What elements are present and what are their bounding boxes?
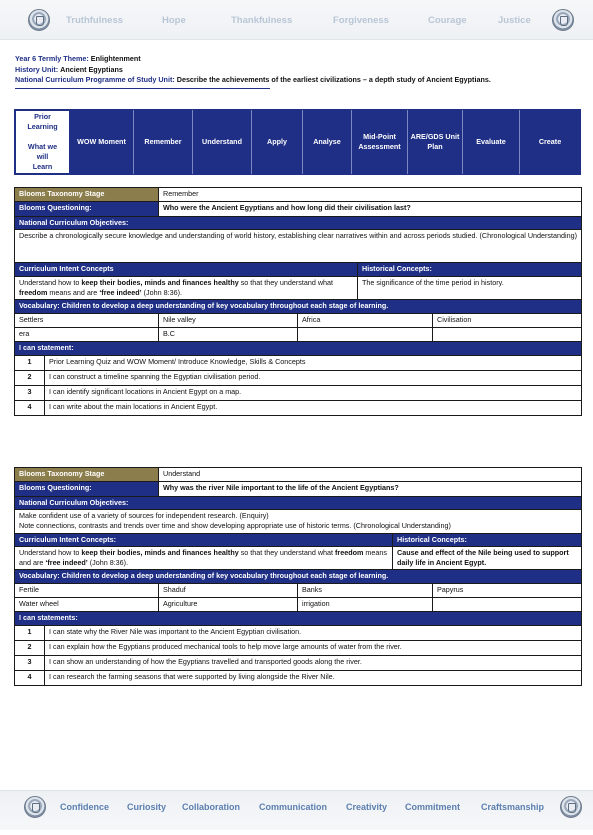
vocab-word: irrigation — [298, 598, 433, 612]
value-courage: Courage — [428, 15, 467, 26]
statement-number: 4 — [15, 401, 45, 416]
stage-are-gds-unit-plan[interactable]: ARE/GDS Unit Plan — [408, 110, 463, 174]
vocab-word: Agriculture — [159, 598, 298, 612]
i-can-statement-label: I can statements: — [15, 612, 582, 626]
vocab-word — [298, 328, 433, 342]
vocab-word: Civilisation — [433, 314, 582, 328]
vocab-word — [433, 598, 582, 612]
statement-number: 2 — [15, 371, 45, 386]
nc-objectives-text: Describe a chronologically secure knowledge and understanding of world history, establishing clear narratives within and across periods studied. (Chronological Understanding) — [15, 230, 582, 263]
vocab-word: Africa — [298, 314, 433, 328]
value-communication: Communication — [259, 802, 328, 812]
intro-divider — [15, 88, 270, 89]
header-values-bar — [0, 0, 593, 40]
intent-concepts-label: Curriculum Intent Concepts: — [15, 534, 393, 547]
vocab-word: B.C — [159, 328, 298, 342]
i-can-statement: I can identify significant locations in Ancient Egypt on a map. — [45, 386, 582, 401]
value-creativity: Creativity — [346, 802, 388, 812]
value-confidence: Confidence — [60, 802, 110, 812]
stage-analyse[interactable]: Analyse — [303, 110, 352, 174]
vocab-word: Fertile — [15, 584, 159, 598]
blooms-stage-label: Blooms Taxonomy Stage — [15, 468, 159, 482]
blooms-stage-value: Understand — [159, 468, 582, 482]
vocab-word — [433, 328, 582, 342]
statement-number: 2 — [15, 641, 45, 656]
stage-create[interactable]: Create — [538, 137, 562, 146]
i-can-statement: I can research the farming seasons that were supported by living alongside the River Nile. — [45, 671, 582, 686]
blooms-questioning-label: Blooms Questioning: — [15, 482, 159, 497]
i-can-statement-label: I can statement: — [15, 342, 582, 356]
nc-objectives-label: National Curriculum Objectives: — [15, 217, 582, 230]
statement-number: 3 — [15, 386, 45, 401]
i-can-statement: I can write about the main locations in Ancient Egypt. — [45, 401, 582, 416]
vocab-word: Settlers — [15, 314, 159, 328]
footer-values-bar — [0, 790, 593, 830]
i-can-statement: I can explain how the Egyptians produced mechanical tools to help move large amounts of water from the river. — [45, 641, 582, 656]
stage-apply[interactable]: Apply — [252, 110, 303, 174]
understand-plan-table — [14, 467, 582, 686]
blooms-questioning-label: Blooms Questioning: — [15, 202, 159, 217]
nc-objectives-label: National Curriculum Objectives: — [15, 497, 582, 510]
vocabulary-label: Vocabulary: Children to develop a deep understanding of key vocabulary throughout each stage of learning. — [15, 570, 582, 584]
historical-concepts-text: Cause and effect of the Nile being used to support daily life in Ancient Egypt. — [393, 547, 582, 570]
statement-number: 1 — [15, 356, 45, 371]
value-thankfulness: Thankfulness — [231, 15, 293, 26]
vocabulary-label: Vocabulary: Children to develop a deep understanding of key vocabulary throughout each stage of learning. — [15, 300, 582, 314]
unit-intro: Year 6 Termly Theme: Enlightenment History Unit: Ancient Egyptians National Curriculum Programme of Study Unit: Describe the achievements of the earliest civilizations – a depth study of Ancient Egyptians. — [15, 54, 491, 84]
i-can-statement: I can show an understanding of how the Egyptians travelled and transported goods along the river. — [45, 656, 582, 671]
vocab-word: Nile valley — [159, 314, 298, 328]
i-can-statement: I can state why the River Nile was important to the Ancient Egyptian civilisation. — [45, 626, 582, 641]
stage-wow-moment[interactable]: WOW Moment — [70, 110, 134, 174]
historical-concepts-label: Historical Concepts: — [358, 263, 582, 277]
i-can-statement: Prior Learning Quiz and WOW Moment/ Introduce Knowledge, Skills & Concepts — [45, 356, 582, 371]
value-craftsmanship: Craftsmanship — [481, 802, 545, 812]
stage-evaluate[interactable]: Evaluate — [463, 110, 520, 174]
school-crest-icon — [24, 796, 46, 818]
statement-number: 3 — [15, 656, 45, 671]
historical-concepts-text: The significance of the time period in history. — [358, 277, 582, 300]
vocab-word: era — [15, 328, 159, 342]
blooms-question: Why was the river Nile important to the life of the Ancient Egyptians? — [159, 482, 582, 497]
historical-concepts-label: Historical Concepts: — [393, 534, 582, 547]
stage-prior-learning[interactable]: Prior Learning What we will Learn — [15, 110, 70, 174]
blooms-stages-strip — [14, 109, 581, 175]
vocab-word: Papyrus — [433, 584, 582, 598]
value-justice: Justice — [498, 15, 531, 26]
school-crest-icon — [28, 9, 50, 31]
blooms-stage-value: Remember — [159, 188, 582, 202]
vocab-word: Water wheel — [15, 598, 159, 612]
stage-understand[interactable]: Understand — [193, 110, 252, 174]
vocab-word: Shaduf — [159, 584, 298, 598]
value-curiosity: Curiosity — [127, 802, 167, 812]
blooms-stage-label: Blooms Taxonomy Stage — [15, 188, 159, 202]
blooms-question: Who were the Ancient Egyptians and how long did their civilisation last? — [159, 202, 582, 217]
value-collaboration: Collaboration — [182, 802, 240, 812]
statement-number: 4 — [15, 671, 45, 686]
vocab-word: Banks — [298, 584, 433, 598]
intent-concepts-text: Understand how to keep their bodies, minds and finances healthy so that they understand what freedom means and are ‘free indeed’ (John 8:36). — [15, 277, 358, 300]
school-crest-icon — [552, 9, 574, 31]
school-crest-icon — [560, 796, 582, 818]
stage-remember[interactable]: Remember — [134, 110, 193, 174]
value-forgiveness: Forgiveness — [333, 15, 389, 26]
nc-objectives-text: Make confident use of a variety of sources for independent research. (Enquiry) Note connections, contrasts and trends over time and show developing appropriate use of historic terms. (Chronological Understanding) — [15, 510, 582, 534]
stage-mid-point-assessment[interactable]: Mid-Point Assessment — [352, 110, 408, 174]
intent-concepts-text: Understand how to keep their bodies, minds and finances healthy so that they understand what freedom means and are ‘free indeed’ (John 8:36). — [15, 547, 393, 570]
remember-plan-table — [14, 187, 582, 416]
i-can-statement: I can construct a timeline spanning the Egyptian civilisation period. — [45, 371, 582, 386]
statement-number: 1 — [15, 626, 45, 641]
value-hope: Hope — [162, 15, 186, 26]
value-truthfulness: Truthfulness — [66, 15, 124, 26]
value-commitment: Commitment — [405, 802, 461, 812]
intent-concepts-label: Curriculum Intent Concepts — [15, 263, 358, 277]
